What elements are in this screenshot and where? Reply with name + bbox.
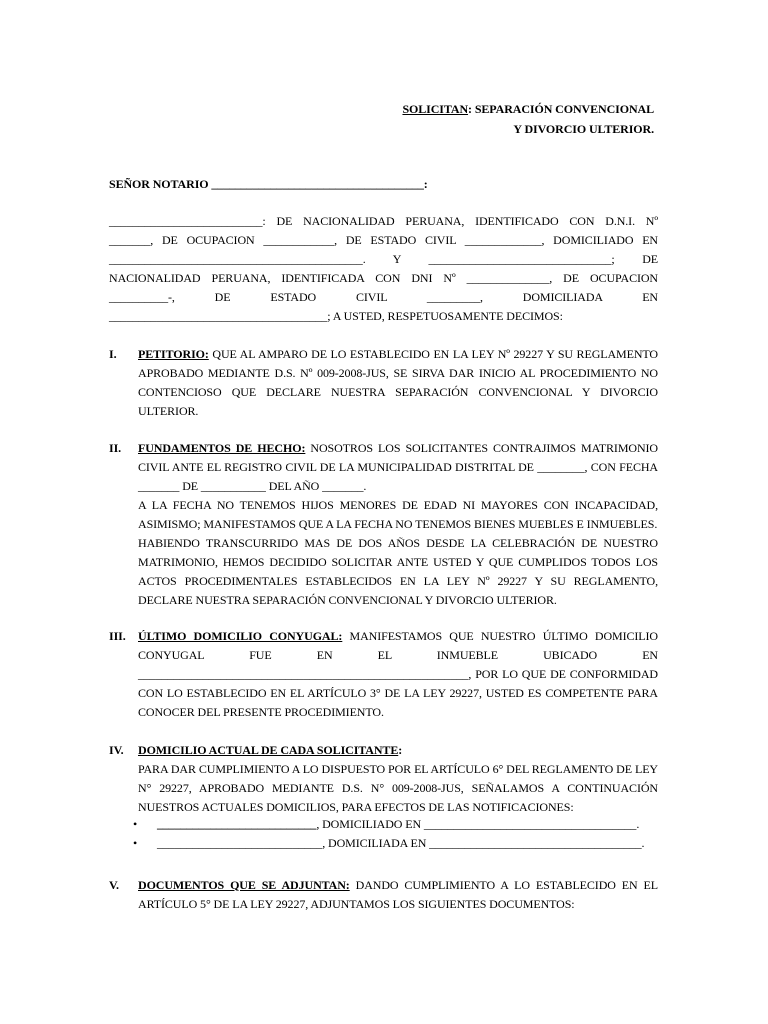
bullet-text	[157, 836, 644, 851]
section-heading: DOMICILIO ACTUAL DE CADA SOLICITANTE	[138, 743, 399, 757]
title-rest: : SEPARACIÓN CONVENCIONAL	[468, 102, 654, 116]
intro-line: _______, DE OCUPACION ____________, DE ESTADO CIVIL _____________, DOMICILIADO EN	[109, 233, 658, 247]
intro-line: ___________________________________________. Y _______________________________; DE	[109, 252, 658, 266]
section-text: MANIFESTAMOS QUE NUESTRO ÚLTIMO DOMICILIO CONYUGAL FUE EN EL INMUEBLE UBICADO EN ________________________________________________________, POR LO QUE DE CONFORMIDAD CON LO ESTABLECIDO EN EL ARTÍCULO 3° DE LA LEY 29227, USTED ES COMPETENTE PARA CONOCER DEL PRESENTE PROCEDIMIENTO.	[138, 629, 659, 719]
section-text: DANDO CUMPLIMIENTO A LO ESTABLECIDO EN EL ARTÍCULO 5° DE LA LEY 29227, ADJUNTAMOS LOS SIGUIENTES DOCUMENTOS:	[138, 878, 658, 911]
intro-line: __________________________: DE NACIONALIDAD PERUANA, IDENTIFICADO CON D.N.I. Nº	[109, 214, 658, 228]
section-heading: DOCUMENTOS QUE SE ADJUNTAN:	[138, 878, 350, 892]
section-text: QUE AL AMPARO DE LO ESTABLECIDO EN LA LEY Nº 29227 Y SU REGLAMENTO APROBADO MEDIANTE D.S. Nº 009-2008-JUS, SE SIRVA DAR INICIO AL PROCEDIMIENTO NO CONTENCIOSO QUE DECLARE NUESTRA SEPARACIÓN CONVENCIONAL Y DIVORCIO ULTERIOR.	[138, 347, 658, 418]
bullet-text	[157, 817, 639, 832]
section-body	[138, 876, 658, 914]
section-fundamentos	[109, 439, 658, 610]
bullet-rest: , DOMICILIADA EN ____________________________________.	[322, 836, 645, 850]
section-body	[138, 439, 658, 496]
section-heading: FUNDAMENTOS DE HECHO:	[138, 441, 306, 455]
section-heading: PETITORIO:	[138, 347, 209, 361]
document-title-line-1	[402, 99, 654, 120]
section-ultimo-domicilio	[109, 627, 658, 722]
section-body	[138, 345, 658, 421]
section-heading-row	[138, 741, 658, 760]
heading-suffix: :	[398, 743, 403, 757]
section-number: IV.	[109, 743, 124, 757]
section-petitorio	[109, 345, 658, 421]
section-number: III.	[109, 629, 126, 643]
bullet-rest: , DOMICILIADO EN ____________________________________.	[316, 817, 640, 831]
section-domicilio-actual	[109, 741, 658, 817]
bullet-name: ____________________________	[157, 836, 323, 850]
section-number: V.	[109, 878, 119, 892]
document-title-line-2: Y DIVORCIO ULTERIOR.	[513, 122, 654, 136]
intro-line: NACIONALIDAD PERUANA, IDENTIFICADA CON DNI Nº ______________, DE OCUPACION	[109, 271, 658, 285]
bullet-mark: •	[133, 817, 138, 831]
addressee: SEÑOR NOTARIO ____________________________________:	[109, 177, 428, 191]
bullet-name: ___________________________	[157, 817, 317, 831]
bullet-mark: •	[133, 836, 138, 850]
section-text: PARA DAR CUMPLIMIENTO A LO DISPUESTO POR EL ARTÍCULO 6° DEL REGLAMENTO DE LEY N° 29227, APROBADO MEDIANTE D.S. N° 009-2008-JUS, SEÑALAMOS A CONTINUACIÓN NUESTROS ACTUALES DOMICILIOS, PARA EFECTOS DE LAS NOTIFICACIONES:	[138, 762, 658, 814]
intro-paragraph	[109, 212, 658, 326]
intro-line: __________-, DE ESTADO CIVIL _________, DOMICILIADA EN	[109, 290, 658, 304]
section-text: NOSOTROS LOS SOLICITANTES CONTRAJIMOS MATRIMONIO CIVIL ANTE EL REGISTRO CIVIL DE LA MUNICIPALIDAD DISTRITAL DE ________, CON FECHA _______ DE ___________ DEL AÑO _______.	[138, 441, 658, 493]
solicitan-label: SOLICITAN	[402, 102, 469, 116]
intro-line: _____________________________________; A USTED, RESPETUOSAMENTE DECIMOS:	[109, 309, 563, 323]
section-heading: ÚLTIMO DOMICILIO CONYUGAL:	[138, 629, 343, 643]
section-number: II.	[109, 441, 122, 455]
section-documentos	[109, 876, 658, 914]
section-paragraph: A LA FECHA NO TENEMOS HIJOS MENORES DE EDAD NI MAYORES CON INCAPACIDAD, ASIMISMO; MANIFESTAMOS QUE A LA FECHA NO TENEMOS BIENES MUEBLES E INMUEBLES.	[138, 498, 658, 531]
section-body	[138, 627, 658, 722]
section-number: I.	[109, 347, 117, 361]
section-paragraph: HABIENDO TRANSCURRIDO MAS DE DOS AÑOS DESDE LA CELEBRACIÓN DE NUESTRO MATRIMONIO, HEMOS DECIDIDO SOLICITAR ANTE USTED Y QUE CUMPLIDOS TODOS LOS ACTOS PROCEDIMENTALES ESTABLECIDOS EN LA LEY Nº 29227 Y SU REGLAMENTO, DECLARE NUESTRA SEPARACIÓN CONVENCIONAL Y DIVORCIO ULTERIOR.	[138, 536, 658, 607]
